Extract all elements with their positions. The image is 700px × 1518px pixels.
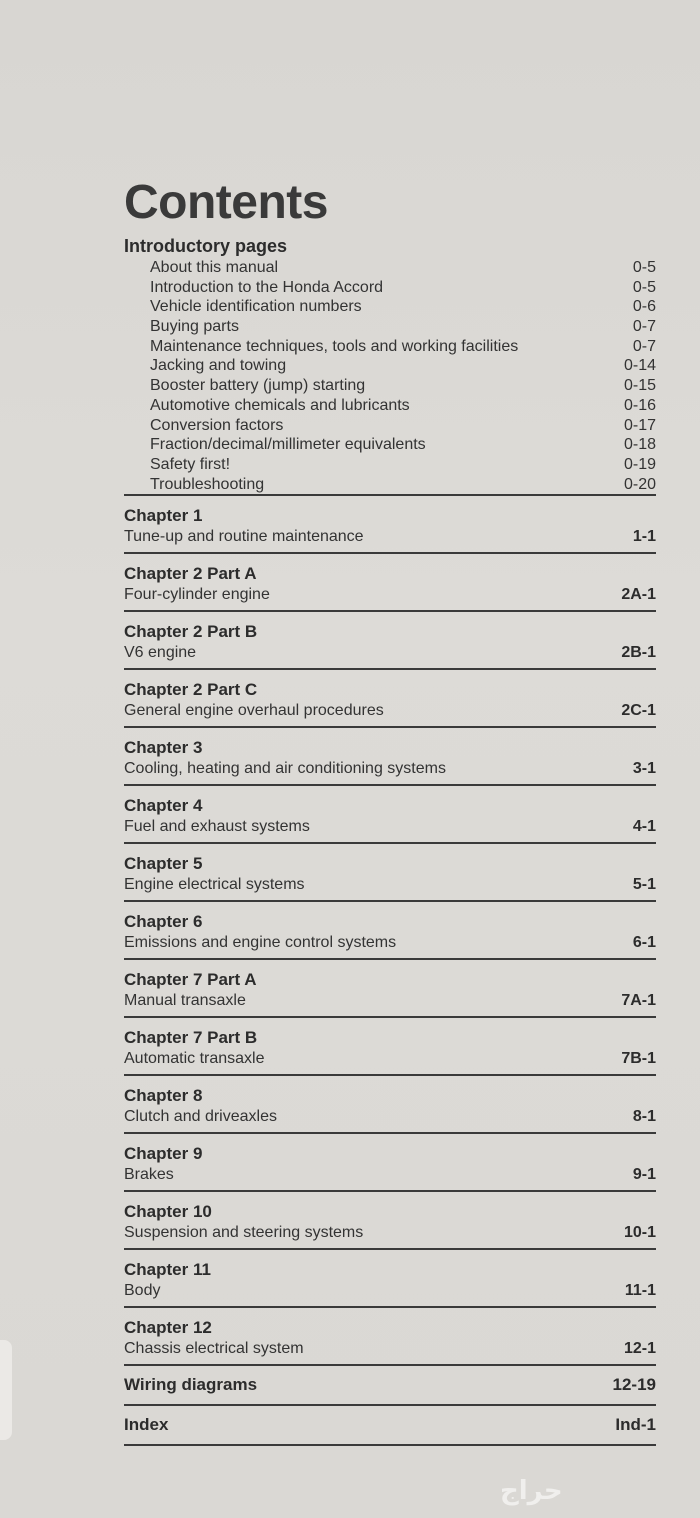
chapter-list	[124, 494, 656, 1364]
wiring-label: Wiring diagrams	[124, 1375, 258, 1395]
chapter-title: Tune-up and routine maintenance	[124, 528, 364, 546]
table-of-contents	[124, 172, 656, 1446]
watermark-logo: حراج	[500, 1476, 563, 1506]
toc-entry-intro[interactable]	[124, 455, 656, 475]
chapter-row	[124, 1049, 656, 1069]
chapter-page: 7A-1	[621, 992, 656, 1010]
chapter-heading: Chapter 12	[124, 1318, 212, 1338]
intro-item-label: Buying parts	[150, 318, 239, 336]
chapter-heading: Chapter 7 Part A	[124, 970, 257, 990]
intro-list	[124, 258, 656, 494]
intro-item-page: 0-5	[632, 278, 656, 296]
chapter-page: 2A-1	[621, 586, 656, 604]
intro-item-page: 0-7	[632, 337, 656, 355]
toc-entry-wiring[interactable]	[124, 1366, 656, 1404]
toc-entry-intro[interactable]	[124, 396, 656, 416]
chapter-row	[124, 875, 656, 895]
chapter-heading: Chapter 4	[124, 796, 203, 816]
toc-entry-intro[interactable]	[124, 278, 656, 298]
toc-entry-chapter[interactable]	[124, 1076, 656, 1132]
toc-entry-chapter[interactable]	[124, 844, 656, 900]
intro-item-page: 0-19	[623, 455, 656, 473]
chapter-page: 10-1	[623, 1224, 656, 1242]
chapter-title: Fuel and exhaust systems	[124, 818, 310, 836]
chapter-title: Suspension and steering systems	[124, 1224, 364, 1242]
chapter-heading: Chapter 1	[124, 506, 203, 526]
chapter-row	[124, 1165, 656, 1185]
chapter-page: 12-1	[623, 1340, 656, 1358]
chapter-heading: Chapter 2 Part C	[124, 680, 258, 700]
intro-item-label: About this manual	[150, 259, 279, 276]
chapter-heading: Chapter 5	[124, 854, 203, 874]
toc-entry-chapter[interactable]	[124, 1134, 656, 1190]
toc-entry-chapter[interactable]	[124, 902, 656, 958]
chapter-title: Emissions and engine control systems	[124, 934, 397, 952]
intro-item-label: Booster battery (jump) starting	[150, 377, 366, 395]
toc-entry-index[interactable]	[124, 1406, 656, 1444]
chapter-title: Automatic transaxle	[124, 1050, 265, 1068]
chapter-heading: Chapter 6	[124, 912, 203, 932]
intro-item-label: Introduction to the Honda Accord	[150, 278, 384, 296]
chapter-title: Manual transaxle	[124, 992, 246, 1010]
chapter-row	[124, 585, 656, 605]
chapter-row	[124, 933, 656, 953]
toc-entry-chapter[interactable]	[124, 786, 656, 842]
chapter-heading: Chapter 7 Part B	[124, 1028, 258, 1048]
toc-entry-intro[interactable]	[124, 317, 656, 337]
adjacent-page-edge	[0, 1340, 12, 1440]
intro-item-label: Troubleshooting	[150, 475, 265, 493]
intro-item-page: 0-6	[632, 298, 656, 316]
chapter-title: Brakes	[124, 1166, 174, 1184]
index-page: Ind-1	[615, 1415, 656, 1435]
toc-entry-intro[interactable]	[124, 356, 656, 376]
intro-item-label: Conversion factors	[150, 416, 284, 434]
toc-entry-chapter[interactable]	[124, 1308, 656, 1364]
chapter-heading: Chapter 3	[124, 738, 203, 758]
toc-entry-intro[interactable]	[124, 376, 656, 396]
chapter-page: 7B-1	[621, 1050, 656, 1068]
chapter-title: V6 engine	[124, 644, 197, 662]
intro-item-page: 0-18	[623, 436, 656, 454]
chapter-page: 4-1	[632, 818, 656, 836]
chapter-title: Four-cylinder engine	[124, 586, 270, 604]
toc-entry-intro[interactable]	[124, 475, 656, 495]
intro-item-label: Vehicle identification numbers	[150, 298, 362, 316]
intro-item-label: Fraction/decimal/millimeter equivalents	[150, 436, 426, 454]
chapter-page: 9-1	[632, 1166, 656, 1184]
chapter-heading: Chapter 8	[124, 1086, 203, 1106]
toc-entry-intro[interactable]	[124, 337, 656, 357]
chapter-page: 5-1	[632, 876, 656, 894]
chapter-row	[124, 701, 656, 721]
toc-entry-chapter[interactable]	[124, 612, 656, 668]
chapter-row	[124, 1107, 656, 1127]
intro-heading: Introductory pages	[124, 236, 288, 256]
toc-entry-chapter[interactable]	[124, 670, 656, 726]
chapter-heading: Chapter 9	[124, 1144, 203, 1164]
toc-entry-intro[interactable]	[124, 297, 656, 317]
chapter-row	[124, 991, 656, 1011]
chapter-row	[124, 817, 656, 837]
divider	[124, 1444, 656, 1446]
chapter-page: 1-1	[632, 528, 656, 546]
chapter-title: Chassis electrical system	[124, 1340, 304, 1358]
chapter-row	[124, 527, 656, 547]
toc-entry-chapter[interactable]	[124, 728, 656, 784]
intro-item-label: Safety first!	[150, 455, 231, 473]
chapter-page: 3-1	[632, 760, 656, 778]
intro-item-page: 0-20	[623, 475, 656, 493]
chapter-row	[124, 1339, 656, 1359]
chapter-page: 11-1	[624, 1282, 656, 1300]
chapter-title: General engine overhaul procedures	[124, 702, 384, 720]
chapter-heading: Chapter 2 Part B	[124, 622, 258, 642]
toc-entry-chapter[interactable]	[124, 960, 656, 1016]
chapter-title: Clutch and driveaxles	[124, 1108, 277, 1126]
index-label: Index	[124, 1415, 169, 1435]
chapter-page: 2B-1	[621, 644, 656, 662]
intro-item-page: 0-14	[623, 357, 656, 375]
chapter-page: 8-1	[632, 1108, 656, 1126]
chapter-heading: Chapter 10	[124, 1202, 212, 1222]
chapter-title: Body	[124, 1282, 161, 1300]
intro-item-page: 0-15	[623, 377, 656, 395]
intro-item-label: Automotive chemicals and lubricants	[150, 396, 410, 414]
chapter-heading: Chapter 2 Part A	[124, 564, 257, 584]
toc-entry-intro[interactable]	[124, 416, 656, 436]
intro-item-page: 0-17	[623, 416, 656, 434]
chapter-row	[124, 643, 656, 663]
toc-entry-chapter[interactable]	[124, 1192, 656, 1248]
intro-item-page: 0-7	[632, 318, 656, 336]
intro-item-page: 0-5	[632, 259, 656, 276]
toc-entry-chapter[interactable]	[124, 554, 656, 610]
chapter-title: Cooling, heating and air conditioning systems	[124, 760, 446, 778]
chapter-row	[124, 1281, 656, 1301]
toc-entry-chapter[interactable]	[124, 496, 656, 552]
intro-item-label: Maintenance techniques, tools and working facilities	[150, 337, 519, 355]
chapter-row	[124, 759, 656, 779]
intro-item-page: 0-16	[623, 396, 656, 414]
toc-entry-intro[interactable]	[124, 258, 656, 278]
chapter-page: 2C-1	[621, 702, 656, 720]
toc-entry-chapter[interactable]	[124, 1250, 656, 1306]
wiring-page: 12-19	[612, 1375, 656, 1395]
toc-entry-intro[interactable]	[124, 435, 656, 455]
chapter-heading: Chapter 11	[124, 1260, 211, 1280]
intro-item-label: Jacking and towing	[150, 357, 287, 375]
chapter-page: 6-1	[632, 934, 656, 952]
chapter-title: Engine electrical systems	[124, 876, 305, 894]
chapter-row	[124, 1223, 656, 1243]
page-title: Contents	[124, 176, 328, 229]
toc-entry-chapter[interactable]	[124, 1018, 656, 1074]
